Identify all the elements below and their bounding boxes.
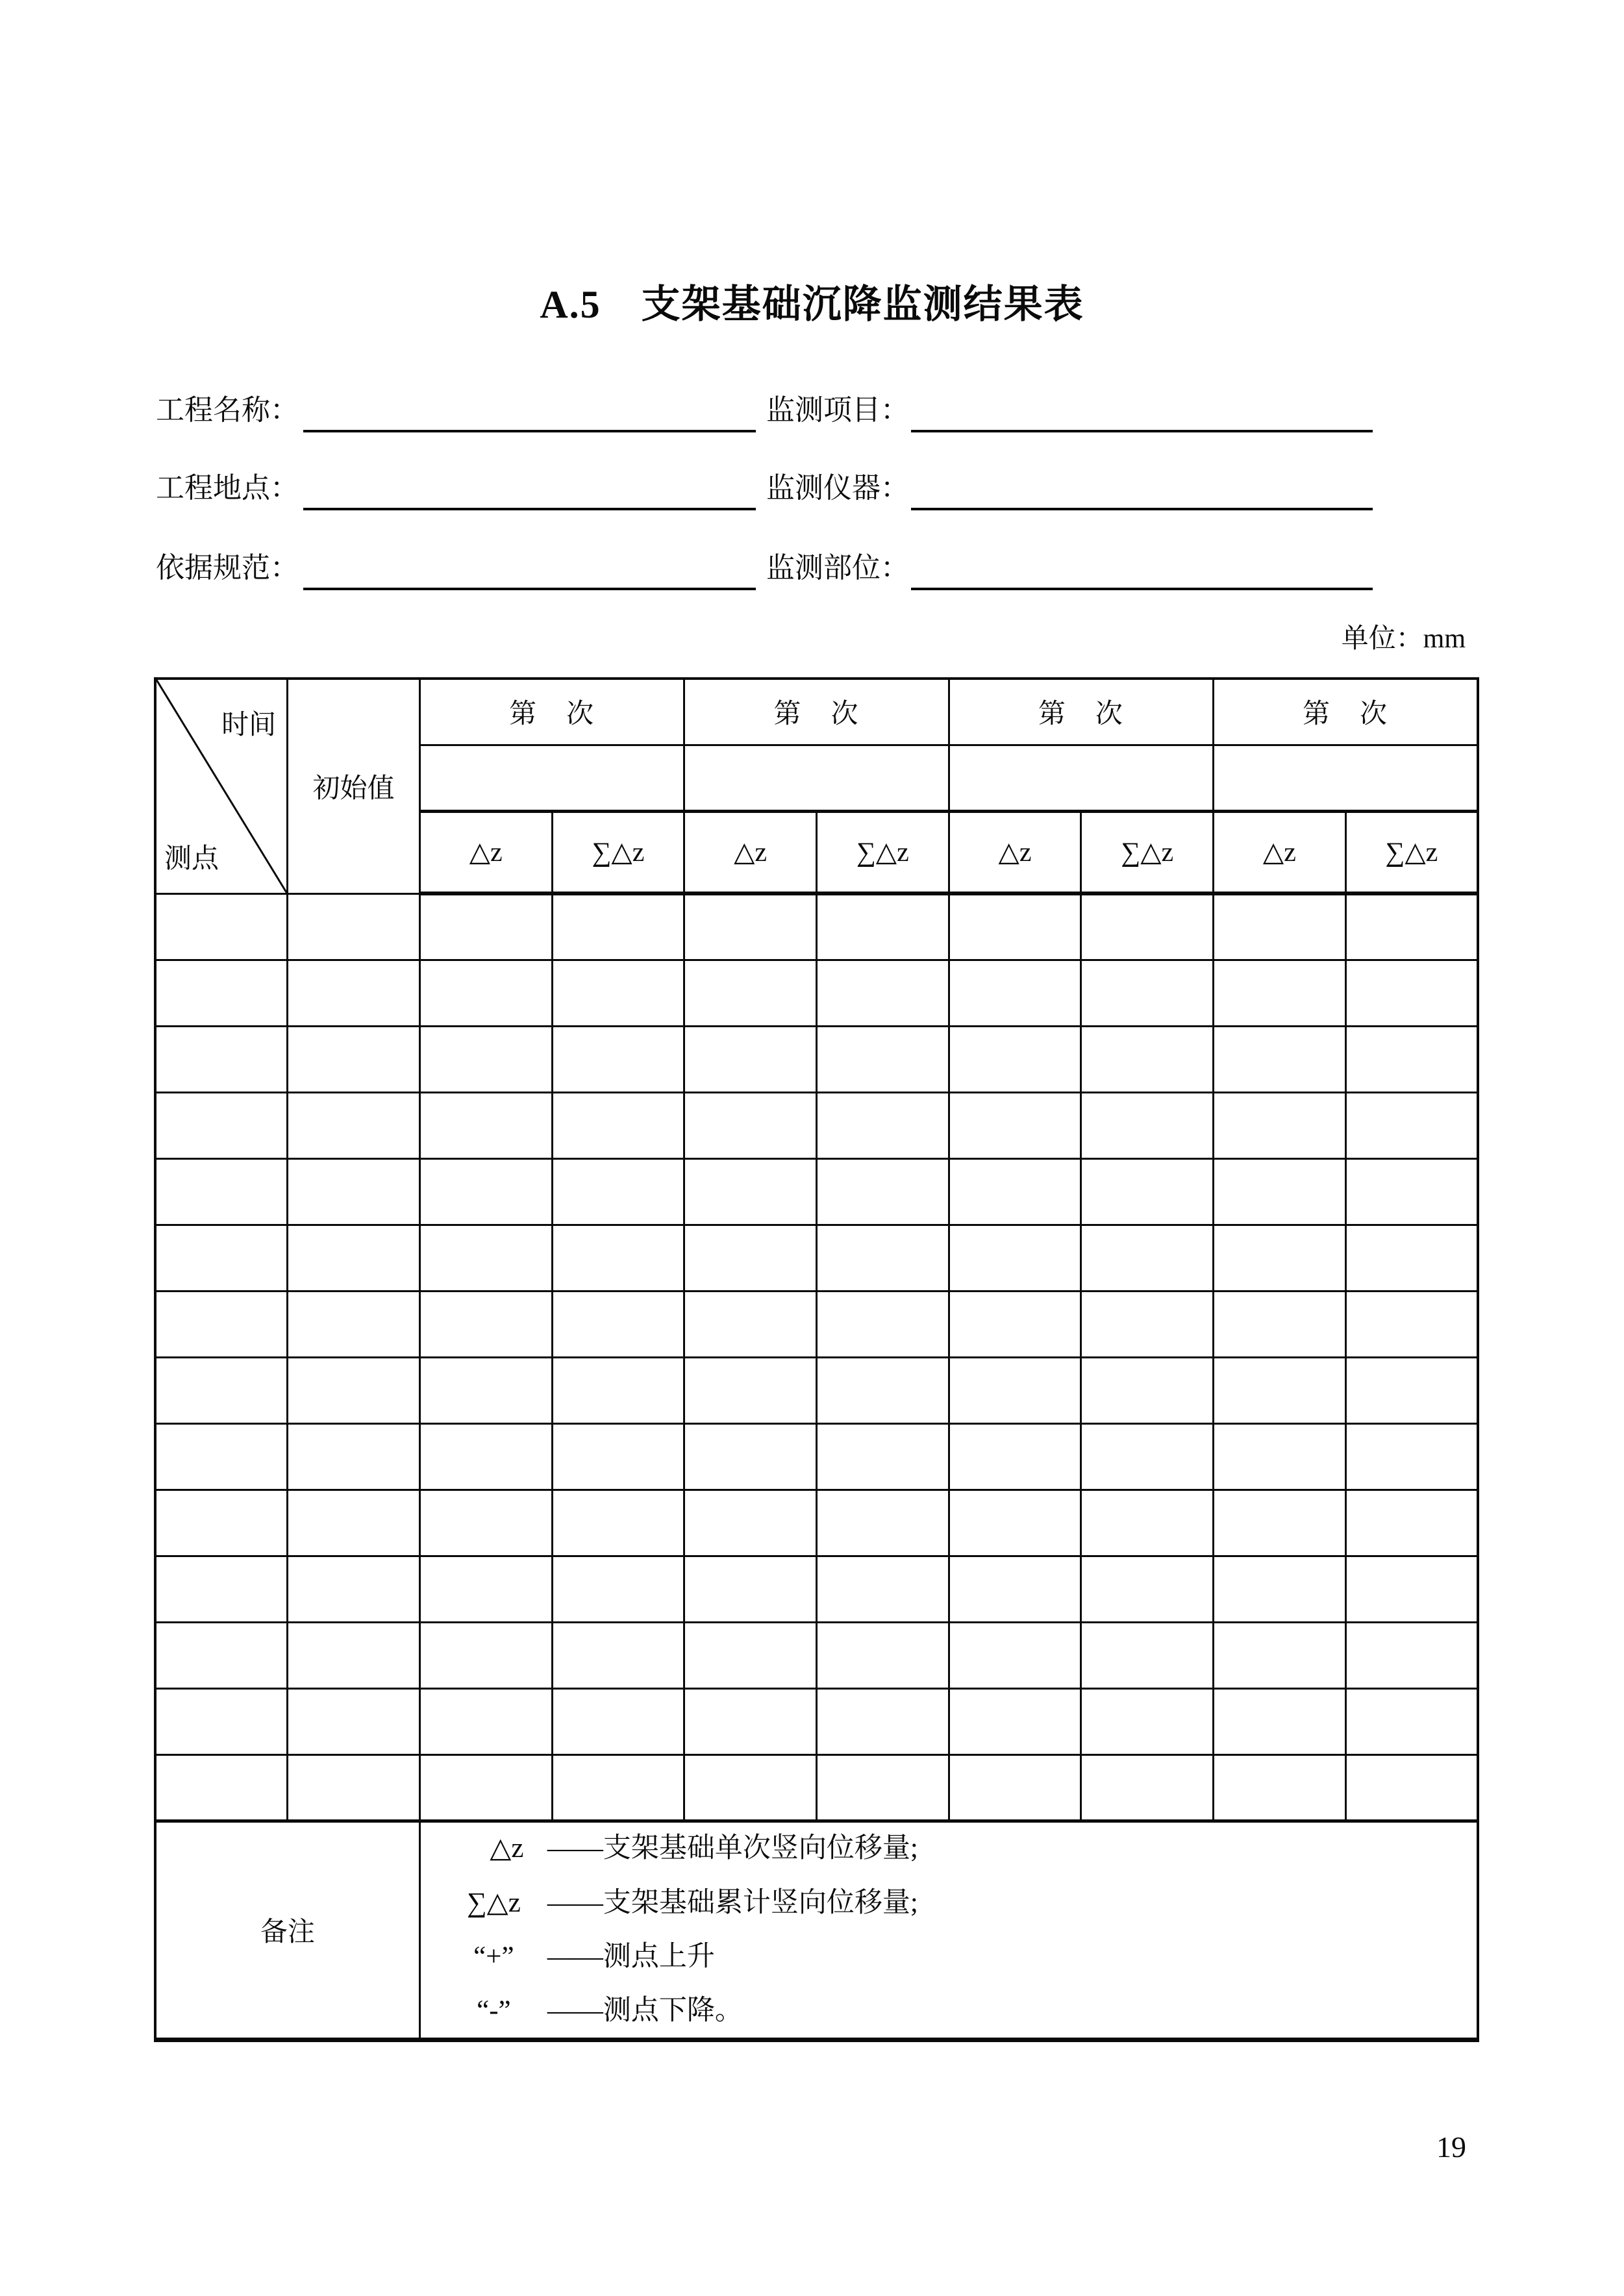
- empty-data-cell: [949, 1357, 1081, 1423]
- fill-line-project-location: [303, 508, 756, 510]
- empty-data-cell: [552, 960, 684, 1026]
- fill-line-project-name: [303, 430, 756, 432]
- note-text: ——支架基础单次竖向位移量;: [547, 1833, 918, 1864]
- empty-data-cell: [1081, 1556, 1214, 1622]
- date-blank-cell: [684, 745, 949, 811]
- note-line: [440, 1833, 1477, 1864]
- corner-label-time: 时间: [221, 710, 277, 740]
- empty-data-cell: [1081, 1026, 1214, 1092]
- table-row: [155, 1556, 1478, 1622]
- empty-data-cell: [155, 1225, 288, 1291]
- empty-data-cell: [1345, 1225, 1478, 1291]
- empty-data-cell: [288, 1490, 420, 1556]
- empty-data-cell: [1214, 1026, 1346, 1092]
- note-symbol: △z: [490, 1833, 524, 1864]
- empty-data-cell: [816, 1754, 949, 1821]
- empty-data-cell: [552, 1158, 684, 1225]
- table-row: [155, 1490, 1478, 1556]
- note-line: [440, 1995, 1477, 2026]
- remark-notes-cell: [419, 1821, 1478, 2040]
- empty-data-cell: [816, 1158, 949, 1225]
- empty-data-cell: [288, 1754, 420, 1821]
- empty-data-cell: [1214, 1622, 1346, 1688]
- remark-row: [155, 1821, 1478, 2040]
- note-text: ——测点下降。: [547, 1995, 743, 2027]
- empty-data-cell: [155, 1291, 288, 1357]
- empty-data-cell: [552, 1026, 684, 1092]
- empty-data-cell: [1214, 960, 1346, 1026]
- empty-data-cell: [684, 960, 817, 1026]
- empty-data-cell: [419, 1092, 552, 1158]
- empty-data-cell: [1081, 1158, 1214, 1225]
- empty-data-cell: [1214, 1225, 1346, 1291]
- table-row: [155, 1026, 1478, 1092]
- empty-data-cell: [1345, 893, 1478, 960]
- unit-label: 单位：mm: [1341, 624, 1466, 654]
- subheader-delta-z: △z: [684, 811, 817, 893]
- table-row: [155, 1092, 1478, 1158]
- group-header-3: 第 次: [949, 679, 1213, 745]
- empty-data-cell: [552, 1688, 684, 1754]
- table-row: [155, 1225, 1478, 1291]
- empty-data-cell: [419, 1423, 552, 1490]
- empty-data-cell: [552, 1291, 684, 1357]
- empty-data-cell: [1345, 1688, 1478, 1754]
- empty-data-cell: [949, 1092, 1081, 1158]
- empty-data-cell: [1214, 1092, 1346, 1158]
- empty-data-cell: [1345, 1092, 1478, 1158]
- group-header-4: 第 次: [1214, 679, 1478, 745]
- empty-data-cell: [552, 1754, 684, 1821]
- empty-data-cell: [949, 1158, 1081, 1225]
- corner-label-point: 测点: [164, 843, 219, 874]
- empty-data-cell: [1081, 1291, 1214, 1357]
- empty-data-cell: [1214, 1490, 1346, 1556]
- empty-data-cell: [1345, 1026, 1478, 1092]
- subheader-sum-delta-z: ∑△z: [816, 811, 949, 893]
- empty-data-cell: [1081, 1688, 1214, 1754]
- empty-data-cell: [1345, 1158, 1478, 1225]
- empty-data-cell: [816, 960, 949, 1026]
- empty-data-cell: [155, 1026, 288, 1092]
- table-row: [155, 1754, 1478, 1821]
- table-row: [155, 1688, 1478, 1754]
- empty-data-cell: [1081, 1754, 1214, 1821]
- empty-data-cell: [419, 1622, 552, 1688]
- empty-data-cell: [155, 960, 288, 1026]
- subheader-sum-delta-z: ∑△z: [1081, 811, 1214, 893]
- subheader-sum-delta-z: ∑△z: [552, 811, 684, 893]
- empty-data-cell: [155, 1423, 288, 1490]
- table-row: [155, 1423, 1478, 1490]
- empty-data-cell: [288, 1357, 420, 1423]
- empty-data-cell: [684, 1225, 817, 1291]
- empty-data-cell: [949, 1490, 1081, 1556]
- subheader-delta-z: △z: [949, 811, 1081, 893]
- empty-data-cell: [288, 1556, 420, 1622]
- empty-data-cell: [949, 1622, 1081, 1688]
- empty-data-cell: [1214, 1556, 1346, 1622]
- table-row: [155, 1291, 1478, 1357]
- empty-data-cell: [816, 1225, 949, 1291]
- header-row-1: [155, 679, 1478, 745]
- empty-data-cell: [288, 1092, 420, 1158]
- empty-data-cell: [155, 1357, 288, 1423]
- empty-data-cell: [1214, 893, 1346, 960]
- empty-data-cell: [1081, 1423, 1214, 1490]
- empty-data-cell: [949, 1026, 1081, 1092]
- empty-data-cell: [1345, 1291, 1478, 1357]
- empty-data-cell: [288, 1158, 420, 1225]
- empty-data-cell: [552, 1092, 684, 1158]
- empty-data-cell: [1214, 1688, 1346, 1754]
- empty-data-cell: [1214, 1754, 1346, 1821]
- page-number: 19: [1436, 2130, 1466, 2164]
- empty-data-cell: [155, 1622, 288, 1688]
- initial-value-header: 初始值: [288, 679, 420, 893]
- empty-data-cell: [552, 1357, 684, 1423]
- empty-data-cell: [949, 1556, 1081, 1622]
- empty-data-cell: [816, 1291, 949, 1357]
- empty-data-cell: [1345, 1622, 1478, 1688]
- empty-data-cell: [684, 1423, 817, 1490]
- empty-data-cell: [552, 893, 684, 960]
- empty-data-cell: [684, 1490, 817, 1556]
- table-row: [155, 1158, 1478, 1225]
- monitoring-table: [154, 677, 1479, 2042]
- empty-data-cell: [816, 1092, 949, 1158]
- empty-data-cell: [288, 1291, 420, 1357]
- empty-data-cell: [155, 1158, 288, 1225]
- group-header-1: 第 次: [419, 679, 684, 745]
- empty-data-cell: [1081, 1225, 1214, 1291]
- empty-data-cell: [816, 1622, 949, 1688]
- fill-line-monitoring-instrument: [911, 508, 1373, 510]
- fill-line-monitoring-part: [911, 588, 1373, 590]
- empty-data-cell: [419, 960, 552, 1026]
- empty-data-cell: [949, 1688, 1081, 1754]
- empty-data-cell: [816, 1490, 949, 1556]
- empty-data-cell: [419, 1754, 552, 1821]
- group-header-2: 第 次: [684, 679, 949, 745]
- empty-data-cell: [552, 1423, 684, 1490]
- table-body: [155, 893, 1478, 1821]
- note-text: ——测点上升: [547, 1941, 715, 1972]
- empty-data-cell: [1081, 1092, 1214, 1158]
- subheader-delta-z: △z: [1214, 811, 1346, 893]
- empty-data-cell: [1214, 1158, 1346, 1225]
- fill-line-monitoring-item: [911, 430, 1373, 432]
- empty-data-cell: [816, 893, 949, 960]
- empty-data-cell: [419, 1490, 552, 1556]
- diagonal-header-cell: [155, 679, 288, 893]
- note-symbol: “+”: [473, 1941, 514, 1972]
- empty-data-cell: [1214, 1357, 1346, 1423]
- note-text: ——支架基础累计竖向位移量;: [547, 1887, 918, 1918]
- empty-data-cell: [816, 1423, 949, 1490]
- empty-data-cell: [816, 1026, 949, 1092]
- subheader-delta-z: △z: [419, 811, 552, 893]
- empty-data-cell: [816, 1688, 949, 1754]
- note-symbol: “-”: [477, 1995, 511, 2027]
- empty-data-cell: [155, 1688, 288, 1754]
- note-symbol: ∑△z: [466, 1887, 521, 1918]
- table-row: [155, 1622, 1478, 1688]
- empty-data-cell: [419, 1688, 552, 1754]
- empty-data-cell: [419, 1225, 552, 1291]
- empty-data-cell: [1345, 1556, 1478, 1622]
- empty-data-cell: [684, 1622, 817, 1688]
- remark-notes: [421, 1823, 1477, 2038]
- remark-label-cell: 备注: [155, 1821, 419, 2040]
- empty-data-cell: [155, 1490, 288, 1556]
- empty-data-cell: [684, 1688, 817, 1754]
- field-label-monitoring-instrument: 监测仪器：: [766, 472, 909, 504]
- empty-data-cell: [552, 1490, 684, 1556]
- empty-data-cell: [1081, 1357, 1214, 1423]
- empty-data-cell: [288, 1688, 420, 1754]
- empty-data-cell: [288, 1026, 420, 1092]
- empty-data-cell: [419, 1556, 552, 1622]
- empty-data-cell: [552, 1622, 684, 1688]
- field-label-monitoring-part: 监测部位：: [766, 552, 909, 584]
- field-label-project-name: 工程名称：: [156, 394, 299, 426]
- empty-data-cell: [949, 893, 1081, 960]
- field-label-project-location: 工程地点：: [156, 472, 299, 504]
- empty-data-cell: [1081, 893, 1214, 960]
- empty-data-cell: [684, 893, 817, 960]
- empty-data-cell: [684, 1357, 817, 1423]
- table-row: [155, 1357, 1478, 1423]
- field-label-monitoring-item: 监测项目：: [766, 394, 909, 426]
- empty-data-cell: [816, 1556, 949, 1622]
- empty-data-cell: [552, 1556, 684, 1622]
- table-row: [155, 960, 1478, 1026]
- empty-data-cell: [1214, 1291, 1346, 1357]
- empty-data-cell: [288, 1225, 420, 1291]
- empty-data-cell: [1345, 960, 1478, 1026]
- empty-data-cell: [684, 1026, 817, 1092]
- empty-data-cell: [949, 1423, 1081, 1490]
- empty-data-cell: [684, 1291, 817, 1357]
- page-title: A.5 支架基础沉降监测结果表: [540, 283, 1084, 326]
- empty-data-cell: [155, 1556, 288, 1622]
- empty-data-cell: [1081, 1622, 1214, 1688]
- empty-data-cell: [684, 1158, 817, 1225]
- empty-data-cell: [552, 1225, 684, 1291]
- date-blank-cell: [949, 745, 1213, 811]
- empty-data-cell: [419, 1026, 552, 1092]
- empty-data-cell: [288, 1622, 420, 1688]
- empty-data-cell: [419, 1357, 552, 1423]
- empty-data-cell: [155, 1754, 288, 1821]
- fill-line-reference-standard: [303, 588, 756, 590]
- empty-data-cell: [949, 1754, 1081, 1821]
- empty-data-cell: [1081, 960, 1214, 1026]
- empty-data-cell: [1345, 1357, 1478, 1423]
- note-line: [440, 1888, 1477, 1918]
- empty-data-cell: [684, 1754, 817, 1821]
- subheader-sum-delta-z: ∑△z: [1345, 811, 1478, 893]
- empty-data-cell: [684, 1556, 817, 1622]
- empty-data-cell: [1081, 1490, 1214, 1556]
- empty-data-cell: [419, 1158, 552, 1225]
- table-row: [155, 893, 1478, 960]
- empty-data-cell: [419, 893, 552, 960]
- date-blank-cell: [419, 745, 684, 811]
- empty-data-cell: [1214, 1423, 1346, 1490]
- empty-data-cell: [949, 1225, 1081, 1291]
- empty-data-cell: [1345, 1754, 1478, 1821]
- note-line: [440, 1941, 1477, 1972]
- empty-data-cell: [816, 1357, 949, 1423]
- empty-data-cell: [419, 1291, 552, 1357]
- date-blank-cell: [1214, 745, 1478, 811]
- empty-data-cell: [1345, 1423, 1478, 1490]
- empty-data-cell: [949, 960, 1081, 1026]
- empty-data-cell: [288, 960, 420, 1026]
- empty-data-cell: [155, 893, 288, 960]
- empty-data-cell: [1345, 1490, 1478, 1556]
- empty-data-cell: [684, 1092, 817, 1158]
- empty-data-cell: [155, 1092, 288, 1158]
- empty-data-cell: [949, 1291, 1081, 1357]
- empty-data-cell: [288, 893, 420, 960]
- empty-data-cell: [288, 1423, 420, 1490]
- field-label-reference-standard: 依据规范：: [156, 552, 299, 584]
